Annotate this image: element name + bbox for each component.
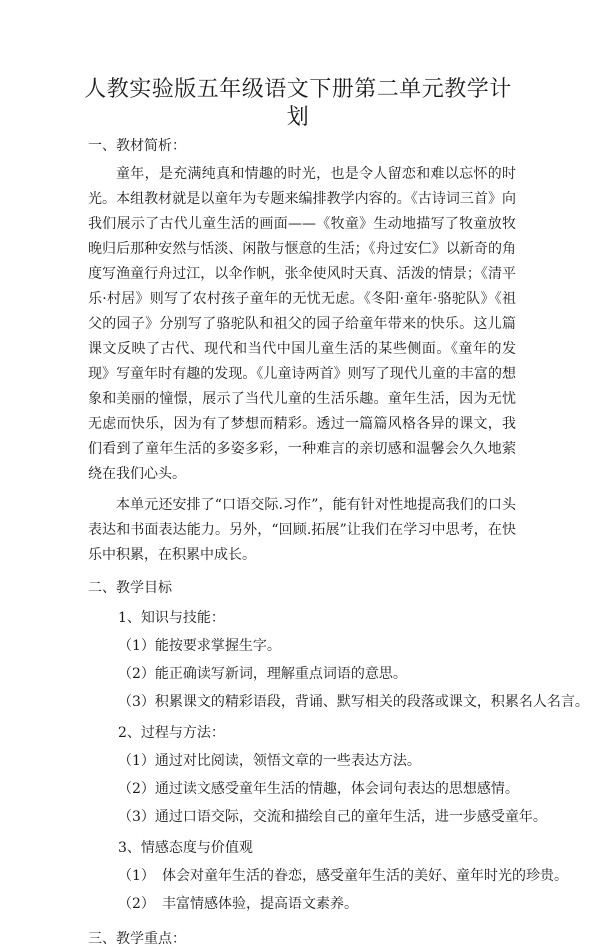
item-number: （1）: [118, 753, 155, 769]
goal-item: [118, 778, 519, 800]
item-text: 能正确读写新词，理解重点词语的意思。: [154, 666, 407, 682]
item-number: （3）: [118, 694, 155, 710]
section-heading-key-points: 三、教学重点：: [88, 931, 186, 947]
item-number: （1）: [118, 638, 155, 654]
item-text: 积累课文的精彩语段，背诵、默写相关的段落或课文，积累名人名言。: [154, 694, 589, 710]
paragraph-materials-extra: 本单元还安排了“口语交际.习作”，能有针对性地提高我们的口头表达和书面表达能力。另外，“回顾.拓展”让我们在学习中思考，在快乐中积累，在积累中成长。: [88, 497, 516, 563]
goal-item: [118, 635, 516, 657]
item-text: 通过对比阅读，领悟文章的一些表达方法。: [154, 753, 421, 769]
section-heading-materials: 一、教材简析：: [88, 138, 186, 154]
item-text: 通过读文感受童年生活的情趣，体会词句表达的思想感情。: [154, 781, 519, 797]
item-text: 通过口语交际，交流和描绘自己的童年生活，进一步感受童年。: [154, 809, 547, 825]
item-text: 体会对童年生活的眷恋，感受童年生活的美好、童年时光的珍贵。: [162, 868, 568, 884]
goal-group-process: 2、过程与方法：: [118, 725, 225, 741]
goal-item: [118, 750, 516, 772]
item-number: （2）: [118, 666, 155, 682]
item-text: 能按要求掌握生字。: [154, 638, 281, 654]
goal-group-knowledge: 1、知识与技能：: [118, 610, 225, 626]
item-number: （2）: [118, 781, 155, 797]
goal-item: [118, 663, 516, 685]
item-number: （2）: [118, 896, 155, 912]
item-number: （3）: [118, 809, 155, 825]
item-number: （1）: [118, 868, 155, 884]
goal-group-emotion: 3、情感态度与价值观: [118, 840, 253, 856]
goal-item: [118, 865, 568, 887]
item-text: 丰富情感体验，提高语文素养。: [162, 896, 358, 912]
goal-item: [118, 806, 547, 828]
goal-item: [118, 893, 516, 915]
page-title: 人教实验版五年级语文下册第二单元教学计划: [84, 77, 512, 130]
section-heading-goals: 二、教学目标: [88, 580, 172, 596]
paragraph-materials-intro: 童年，是充满纯真和情趣的时光，也是令人留恋和难以忘怀的时光。本组教材就是以童年为专题来编排教学内容的。《古诗词三首》向我们展示了古代儿童生活的画面——《牧童》生动地描写了牧童放牧晚归后那种安然与恬淡、闲散与惬意的生活；《舟过安仁》以新奇的角度写渔童行舟过江，以伞作帆，张伞使风时天真、活泼的情景；《清平乐·村居》则写了农村孩子童年的无忧无虑。《冬阳·童年·骆驼队》《祖父的园子》分别写了骆驼队和祖父的园子给童年带来的快乐。这儿篇课文反映了古代、现代和当代中国儿童生活的某些侧面。《童年的发现》写童年时有趣的发现。《儿童诗两首》则写了现代儿童的丰富的想象和美丽的憧憬，展示了当代儿童的生活乐趣。童年生活，因为无忧无虑而快乐，因为有了梦想而精彩。透过一篇篇风格各异的课文，我们看到了童年生活的多姿多彩，一种难言的亲切感和温馨会久久地萦绕在我们心头。: [88, 166, 516, 482]
goal-item: [118, 691, 589, 713]
